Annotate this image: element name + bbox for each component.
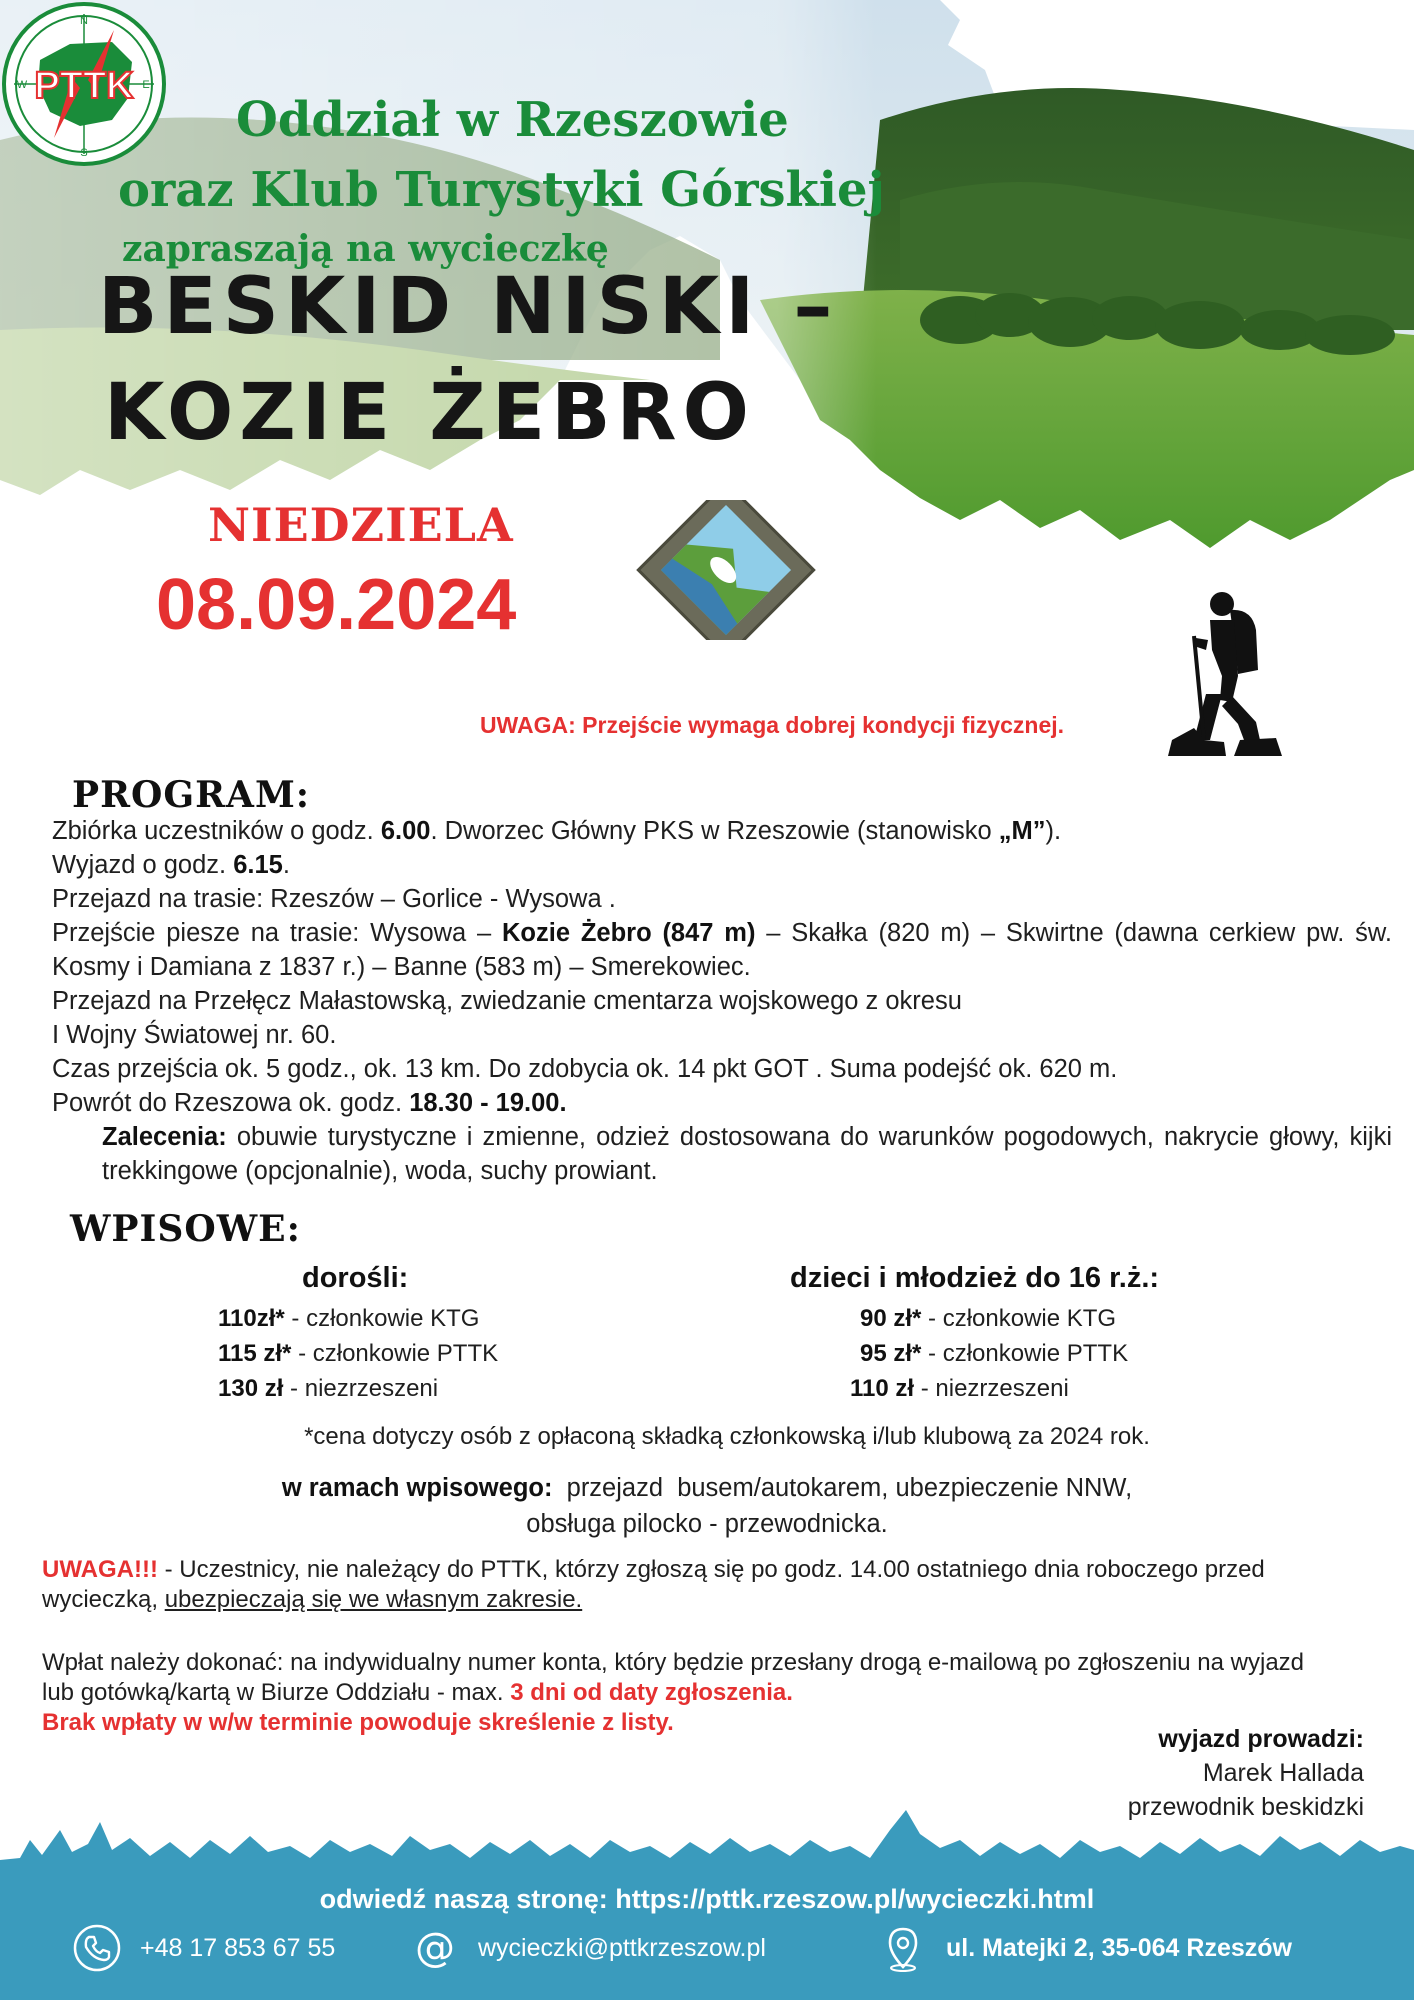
fees-includes: w ramach wpisowego: przejazd busem/autokarem, ubezpieczenie NNW, obsługa pilocko - przewodnicka.	[281, 1474, 1133, 1538]
organizer-line-2: oraz Klub Turystyki Górskiej	[118, 162, 885, 218]
fee-row: 130 zł - niezrzeszeni	[218, 1375, 439, 1402]
trip-day: NIEDZIELA	[208, 498, 514, 552]
program-line-cemetery: I Wojny Światowej nr. 60.	[52, 1021, 337, 1049]
trip-leader: wyjazd prowadzi: Marek Hallada przewodnik beskidzki	[1127, 1725, 1364, 1821]
fees-heading: WPISOWE:	[70, 1208, 301, 1250]
program-line-departure: Wyjazd o godz. 6.15.	[52, 851, 290, 879]
program-recommendations: Zalecenia: obuwie turystyczne i zmienne, odzież dostosowana do warunków pogodowych, nakrycie głowy, kijki trekkingowe (opcjonalnie), woda, suchy prowiant.	[102, 1123, 1392, 1185]
pttk-logo-text: PTTK	[34, 65, 134, 107]
fee-row: 115 zł* - członkowie PTTK	[218, 1340, 499, 1367]
program-text	[52, 814, 1392, 1188]
svg-text:S: S	[80, 147, 88, 159]
organizer-line-1: Oddział w Rzeszowie	[236, 92, 789, 148]
pttk-logo	[0, 0, 168, 168]
fees-youth-title: dzieci i młodzież do 16 r.ż.:	[790, 1262, 1160, 1294]
fees-adults-title: dorośli:	[302, 1262, 409, 1294]
svg-text:E: E	[142, 79, 150, 91]
program-line-route-drive: Przejazd na trasie: Rzeszów – Gorlice - Wysowa .	[52, 885, 616, 913]
payment-info: Wpłat należy dokonać: na indywidualny numer konta, który będzie przesłany drogą e-mailową po zgłoszeniu na wyjazd lub gotówką/kartą w Biurze Oddziału - max. 3 dni od daty zgłoszenia. Brak wpłaty w w/w terminie powoduje skreślenie z listy.	[42, 1649, 1305, 1736]
fees-adults	[218, 1262, 618, 1406]
fee-row: 110 zł - niezrzeszeni	[850, 1375, 1069, 1402]
trip-date: 08.09.2024	[156, 565, 517, 645]
svg-text:N: N	[80, 15, 88, 27]
program-line-pass: Przejazd na Przełęcz Małastowską, zwiedzanie cmentarza wojskowego z okresu	[52, 987, 962, 1015]
svg-text:W: W	[16, 79, 28, 91]
program-heading: PROGRAM:	[72, 774, 311, 816]
ktg-club-logo	[634, 500, 818, 640]
fee-row: 95 zł* - członkowie PTTK	[860, 1340, 1129, 1367]
contact-phone[interactable]: +48 17 853 67 55	[72, 1922, 335, 1974]
fee-row: 90 zł* - członkowie KTG	[860, 1305, 1117, 1332]
trip-title-line-1: BESKID NISKI –	[98, 262, 839, 352]
website-link[interactable]: odwiedź naszą stronę: https://pttk.rzeszow.pl/wycieczki.html	[319, 1884, 1095, 1914]
svg-text:@: @	[415, 1925, 455, 1971]
program-line-time: Czas przejścia ok. 5 godz., ok. 13 km. Do zdobycia ok. 14 pkt GOT . Suma podejść ok. 620 m.	[52, 1055, 1118, 1083]
insurance-notice: UWAGA!!! - Uczestnicy, nie należący do PTTK, którzy zgłoszą się po godz. 14.00 ostatniego dnia roboczego przed wycieczką, ubezpieczają się we własnym zakresie.	[42, 1556, 1265, 1613]
contact-address[interactable]: ul. Matejki 2, 35-064 Rzeszów	[878, 1922, 1292, 1974]
location-pin-icon	[878, 1923, 928, 1973]
fees-youth	[790, 1262, 1230, 1406]
fee-row: 110zł* - członkowie KTG	[218, 1305, 480, 1332]
fees-footnote: *cena dotyczy osób z opłaconą składką członkowską i/lub klubową za 2024 rok.	[304, 1423, 1150, 1450]
invite-line: zapraszają na wycieczkę	[122, 228, 609, 270]
fitness-warning: UWAGA: Przejście wymaga dobrej kondycji fizycznej.	[479, 712, 1065, 738]
contact-email[interactable]: @ wycieczki@pttkrzeszow.pl	[410, 1922, 766, 1974]
at-icon	[410, 1923, 460, 1973]
program-line-hike: Przejście piesze na trasie: Wysowa – Kozie Żebro (847 m) – Skałka (820 m) – Skwirtne (dawna cerkiew pw. św. Kosmy i Damiana z 1837 r.) – Banne (583 m) – Smerekowiec.	[52, 919, 1392, 981]
program-line-return: Powrót do Rzeszowa ok. godz. 18.30 - 19.00.	[52, 1089, 567, 1117]
program-line-gathering: Zbiórka uczestników o godz. 6.00. Dworzec Główny PKS w Rzeszowie (stanowisko „M”).	[52, 817, 1062, 845]
phone-icon	[72, 1923, 122, 1973]
trip-title-line-2: KOZIE ŻEBRO	[104, 368, 755, 458]
